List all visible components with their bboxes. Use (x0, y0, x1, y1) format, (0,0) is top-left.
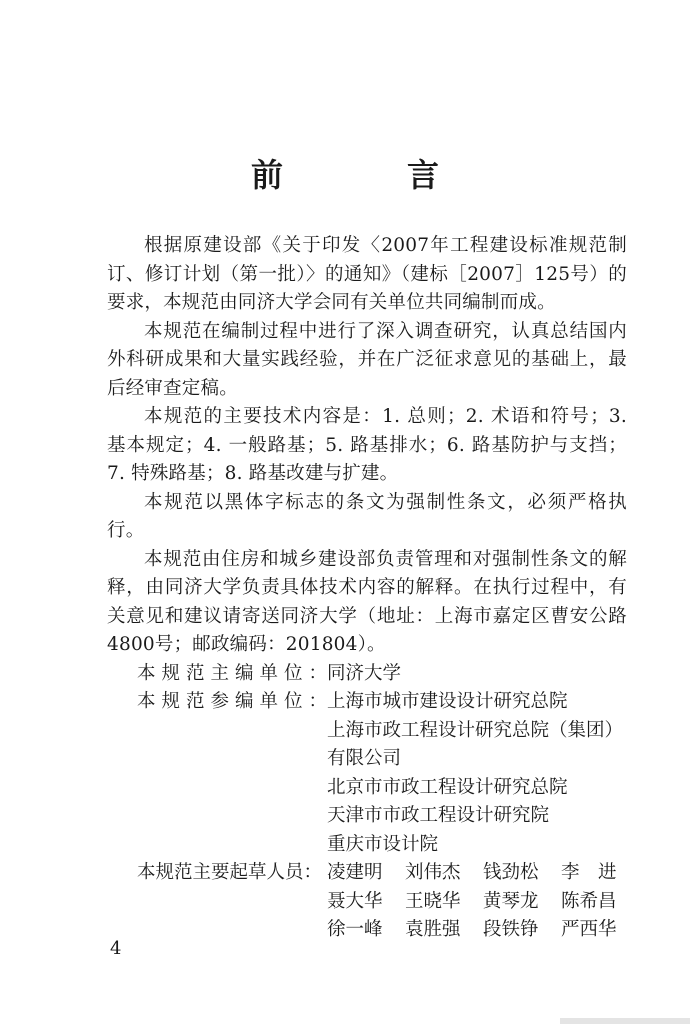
participating-units-label: 本规范参编单位： (137, 691, 334, 712)
participating-unit: 北京市市政工程设计研究总院 (327, 776, 568, 798)
drafter-name: 徐一峰 (327, 919, 383, 940)
drafter-name: 聂大华 (327, 890, 383, 912)
participating-unit: 重庆市设计院 (327, 833, 439, 855)
drafter-name: 李 进 (561, 862, 617, 883)
participating-unit: 有限公司 (327, 748, 402, 769)
paragraph-basis: 根据原建设部《关于印发〈2007年工程建设标准规范制订、修订计划（第一批）〉的通知》（建标［2007］125号）的要求，本规范由同济大学会同有关单位共同编制而成。 (107, 235, 627, 313)
drafter-name: 严西华 (561, 919, 617, 940)
drafters-label: 本规范主要起草人员： (137, 862, 323, 883)
participating-unit: 上海市城市建设设计研究总院 (327, 691, 568, 712)
chief-unit-row (107, 660, 627, 689)
participating-unit: 上海市政工程设计研究总院（集团） (327, 719, 624, 741)
preface-body (107, 232, 627, 945)
paragraph-process: 本规范在编制过程中进行了深入调查研究，认真总结国内外科研成果和大量实践经验，并在广泛征求意见的基础上，最后经审查定稿。 (107, 320, 627, 399)
drafter-name: 陈希昌 (561, 890, 617, 912)
scan-edge-mark (560, 1018, 690, 1024)
drafters-line (327, 888, 639, 917)
chief-unit-value: 同济大学 (327, 662, 402, 684)
drafters-row (107, 859, 627, 945)
drafters-line (327, 916, 639, 945)
drafter-name: 刘伟杰 (405, 862, 461, 883)
paragraph-contents: 本规范的主要技术内容是：1. 总则；2. 术语和符号；3. 基本规定；4. 一般路基；5. 路基排水；6. 路基防护与支挡；7. 特殊路基；8. 路基改建与扩建。 (107, 406, 627, 484)
drafter-name: 袁胜强 (405, 919, 461, 940)
chief-unit-label: 本规范主编单位： (137, 662, 334, 684)
paragraph-management: 本规范由住房和城乡建设部负责管理和对强制性条文的解释，由同济大学负责具体技术内容的解释。在执行过程中，有关意见和建议请寄送同济大学（地址：上海市嘉定区曹安公路4800号；邮政编码：201804）。 (107, 548, 627, 655)
paragraph-mandatory: 本规范以黑体字标志的条文为强制性条文，必须严格执行。 (107, 491, 627, 541)
participating-unit: 天津市市政工程设计研究院 (327, 805, 550, 826)
drafter-name: 段铁铮 (483, 919, 539, 940)
drafter-name: 黄琴龙 (483, 890, 539, 912)
participating-units-row (107, 688, 627, 859)
drafter-name: 钱劲松 (483, 862, 539, 883)
page-number: 4 (110, 938, 122, 959)
drafters-line (327, 859, 639, 888)
page-title: 前 言 (250, 156, 485, 194)
drafter-name: 凌建明 (327, 862, 383, 883)
drafter-name: 王晓华 (405, 890, 461, 912)
